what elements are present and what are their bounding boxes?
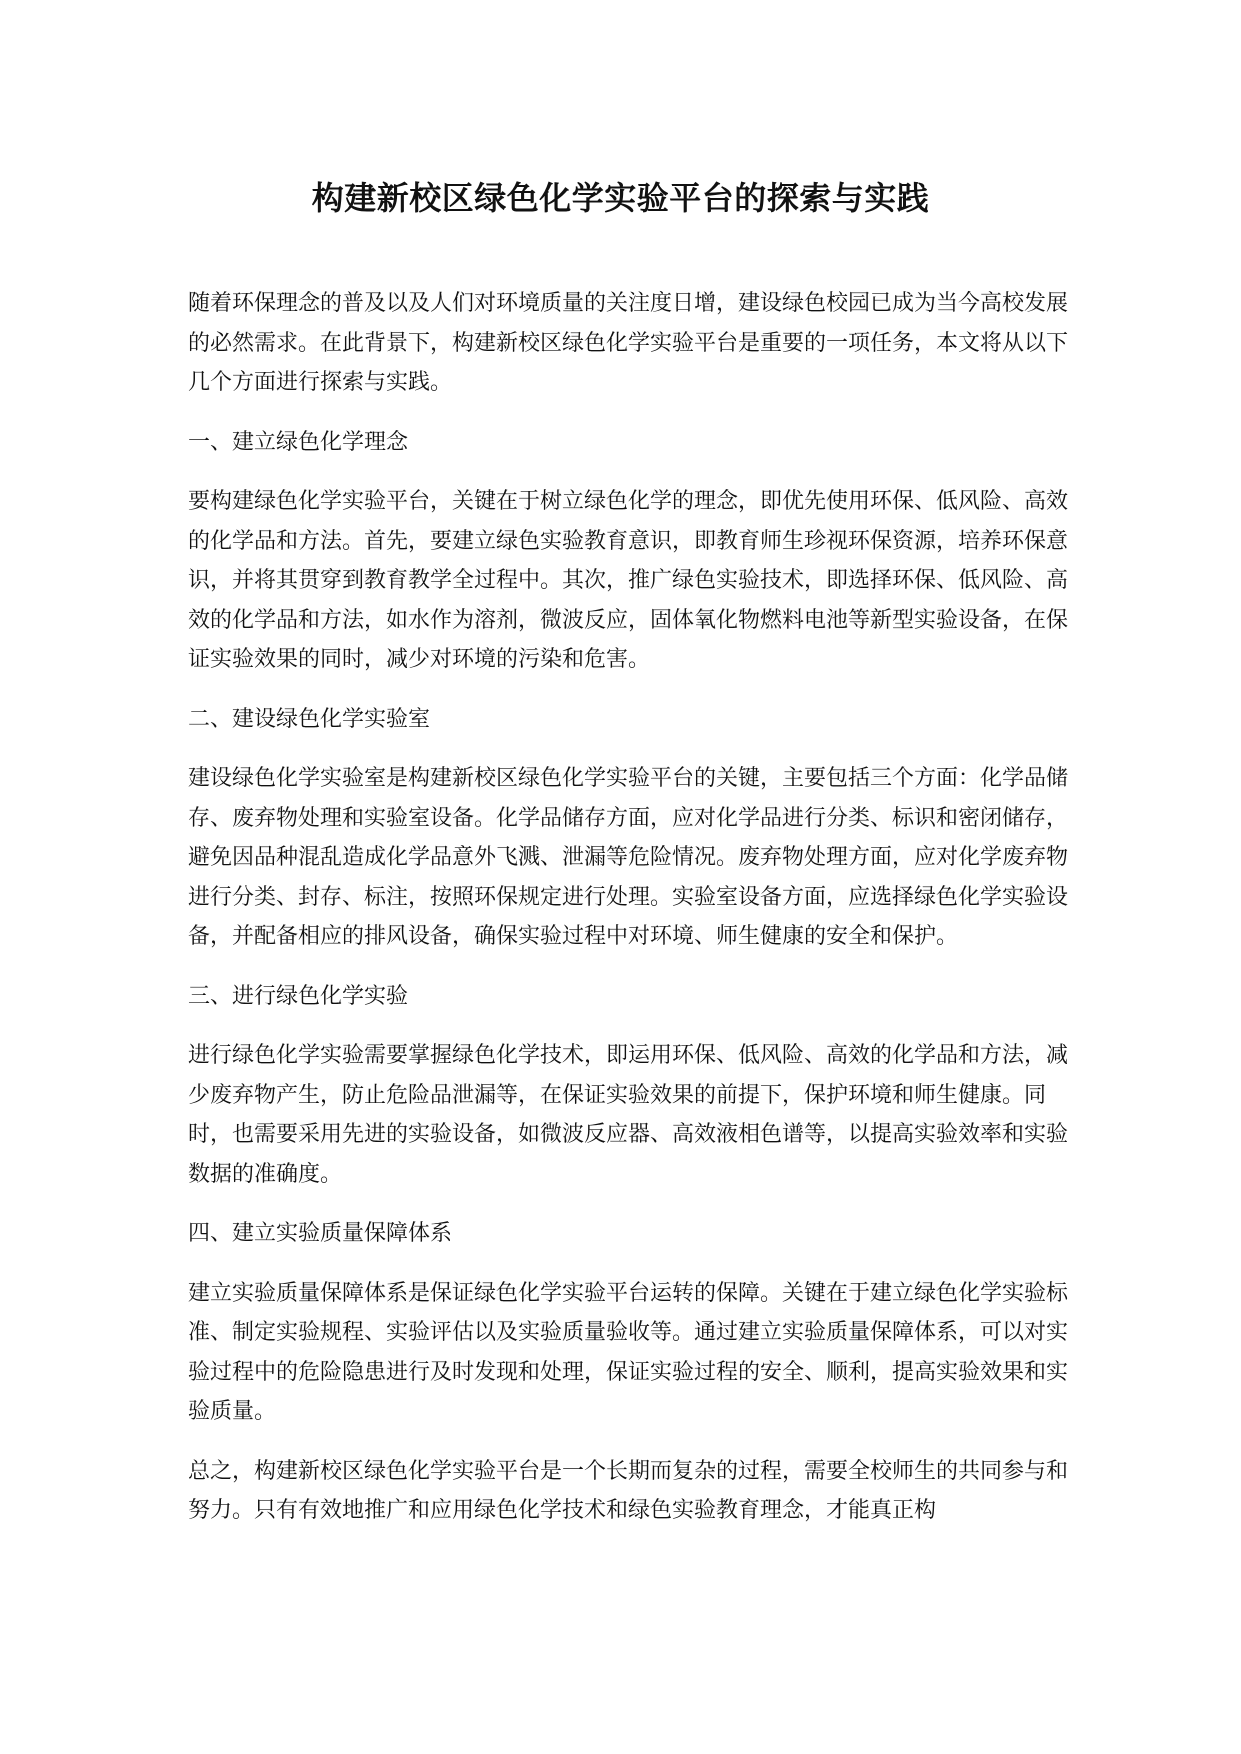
section-body-4: 建立实验质量保障体系是保证绿色化学实验平台运转的保障。关键在于建立绿色化学实验标准、制定实验规程、实验评估以及实验质量验收等。通过建立实验质量保障体系，可以对实验过程中的危险隐患进行及时发现和处理，保证实验过程的安全、顺利，提高实验效果和实验质量。 (188, 1280, 1069, 1424)
intro-paragraph: 随着环保理念的普及以及人们对环境质量的关注度日增，建设绿色校园已成为当今高校发展的必然需求。在此背景下，构建新校区绿色化学实验平台是重要的一项任务，本文将从以下几个方面进行探索与实践。 (188, 291, 1069, 395)
section-heading-1: 一、建立绿色化学理念 (188, 429, 409, 455)
section-body-1: 要构建绿色化学实验平台，关键在于树立绿色化学的理念，即优先使用环保、低风险、高效的化学品和方法。首先，要建立绿色实验教育意识，即教育师生珍视环保资源，培养环保意识，并将其贯穿到教育教学全过程中。其次，推广绿色实验技术，即选择环保、低风险、高效的化学品和方法，如水作为溶剂，微波反应，固体氧化物燃料电池等新型实验设备，在保证实验效果的同时，减少对环境的污染和危害。 (188, 489, 1069, 672)
section-heading-4: 四、建立实验质量保障体系 (188, 1221, 453, 1246)
document-body (188, 284, 1068, 1551)
section-heading-2: 二、建设绿色化学实验室 (188, 706, 431, 732)
section-body-2: 建设绿色化学实验室是构建新校区绿色化学实验平台的关键，主要包括三个方面：化学品储存、废弃物处理和实验室设备。化学品储存方面，应对化学品进行分类、标识和密闭储存，避免因品种混乱造成化学品意外飞溅、泄漏等危险情况。废弃物处理方面，应对化学废弃物进行分类、封存、标注，按照环保规定进行处理。实验室设备方面，应选择绿色化学实验设备，并配备相应的排风设备，确保实验过程中对环境、师生健康的安全和保护。 (188, 766, 1069, 949)
conclusion-paragraph: 总之，构建新校区绿色化学实验平台是一个长期而复杂的过程，需要全校师生的共同参与和努力。只有有效地推广和应用绿色化学技术和绿色实验教育理念，才能真正构 (188, 1458, 1069, 1523)
section-heading-3: 三、进行绿色化学实验 (188, 983, 409, 1009)
document-title: 构建新校区绿色化学实验平台的探索与实践 (311, 179, 930, 217)
section-body-3: 进行绿色化学实验需要掌握绿色化学技术，即运用环保、低风险、高效的化学品和方法，减少废弃物产生，防止危险品泄漏等，在保证实验效果的前提下，保护环境和师生健康。同时，也需要采用先进的实验设备，如微波反应器、高效液相色谱等，以提高实验效率和实验数据的准确度。 (188, 1043, 1069, 1187)
